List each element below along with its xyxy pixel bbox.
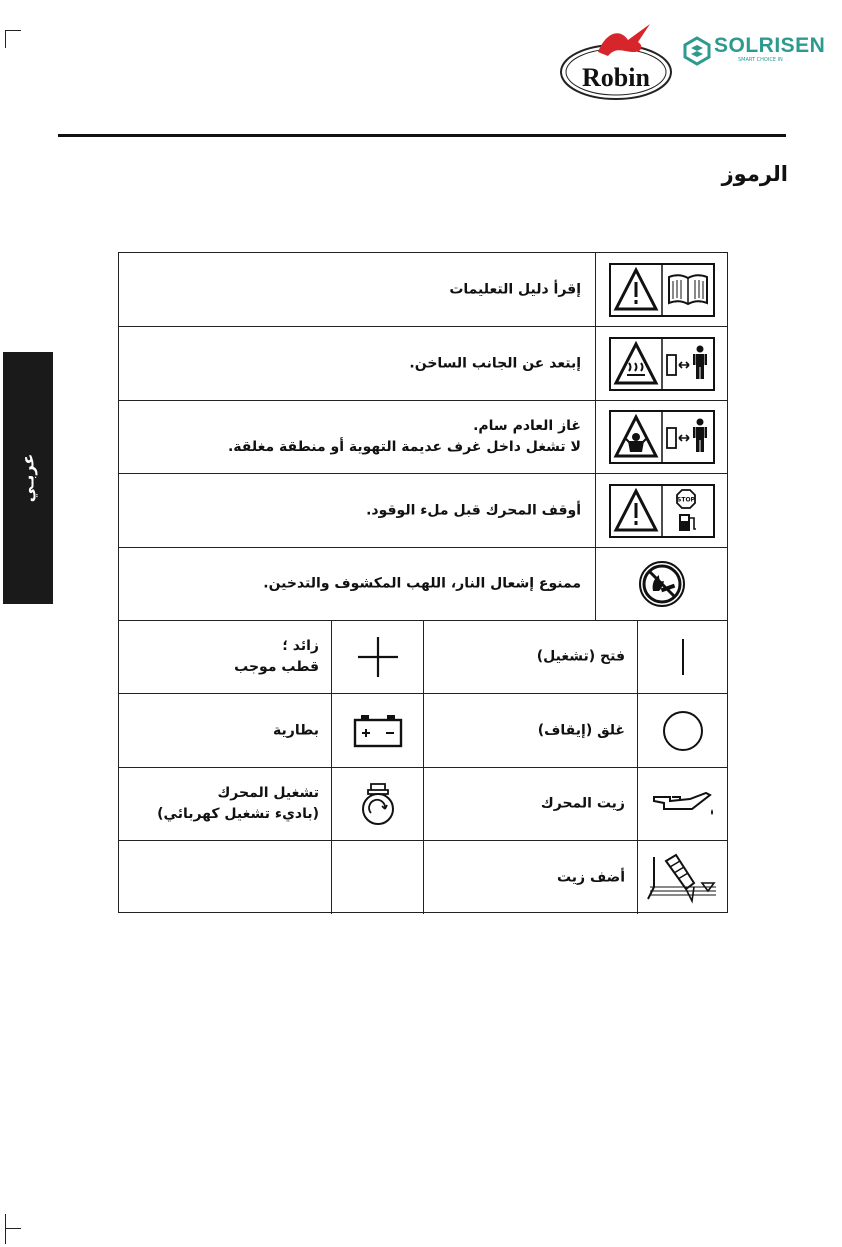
add-oil-icon (646, 851, 720, 905)
row-text: إبتعد عن الجانب الساخن. (409, 355, 581, 371)
row-text: أضف زيت (556, 869, 625, 885)
crop-mark (5, 30, 21, 31)
crop-mark (5, 1214, 6, 1244)
crop-mark (5, 1228, 21, 1229)
plus-icon (356, 635, 400, 679)
page-title: الرموز (721, 162, 788, 186)
symbols-table (118, 252, 728, 913)
svg-text:STOP: STOP (677, 496, 695, 503)
table-row (119, 841, 727, 914)
row-text: غاز العادم سام. لا تشغل داخل غرف عديمة التهوية أو منطقة مغلقة. (227, 418, 581, 455)
table-row (119, 327, 727, 401)
svg-text:Robin: Robin (582, 63, 650, 92)
table-row (119, 548, 727, 621)
row-text: فتح (تشغيل) (536, 648, 625, 665)
crop-mark (5, 30, 6, 48)
no-flame-smoking-icon (637, 559, 687, 609)
toxic-exhaust-distance-icon (609, 410, 715, 464)
table-row (119, 474, 727, 548)
row-text: زيت المحرك (540, 795, 625, 812)
engine-start-icon (358, 782, 398, 826)
row-text: إقرأ دليل التعليمات (449, 281, 581, 297)
language-tab-label: عربـي (18, 453, 38, 503)
hot-surface-distance-icon (609, 337, 715, 391)
table-row (119, 694, 727, 768)
row-text: أوقف المحرك قبل ملء الوقود. (366, 502, 581, 518)
robin-logo (558, 22, 678, 104)
warning-manual-icon (609, 263, 715, 317)
row-text: زائد ؛ قطب موجب (234, 638, 319, 675)
engine-oil-icon (650, 789, 716, 819)
off-switch-icon (661, 709, 705, 753)
header-rule (58, 134, 786, 137)
table-row (119, 768, 727, 841)
battery-icon (353, 714, 403, 748)
table-row (119, 621, 727, 694)
solrisen-tagline: SMART CHOICE IN (738, 57, 783, 63)
row-text: تشغيل المحرك (باديء تشغيل كهربائي) (157, 785, 319, 822)
on-switch-icon (678, 637, 688, 677)
solrisen-wordmark: SOLRISEN (714, 34, 826, 57)
row-text: بطارية (273, 722, 319, 738)
stop-engine-refuel-icon (609, 484, 715, 538)
table-row (119, 401, 727, 474)
row-text: غلق (إيقاف) (537, 722, 625, 738)
language-tab (3, 352, 53, 604)
solrisen-logo (682, 30, 838, 70)
table-row (119, 253, 727, 327)
row-text: ممنوع إشعال النار، اللهب المكشوف والتدخين. (263, 575, 581, 592)
